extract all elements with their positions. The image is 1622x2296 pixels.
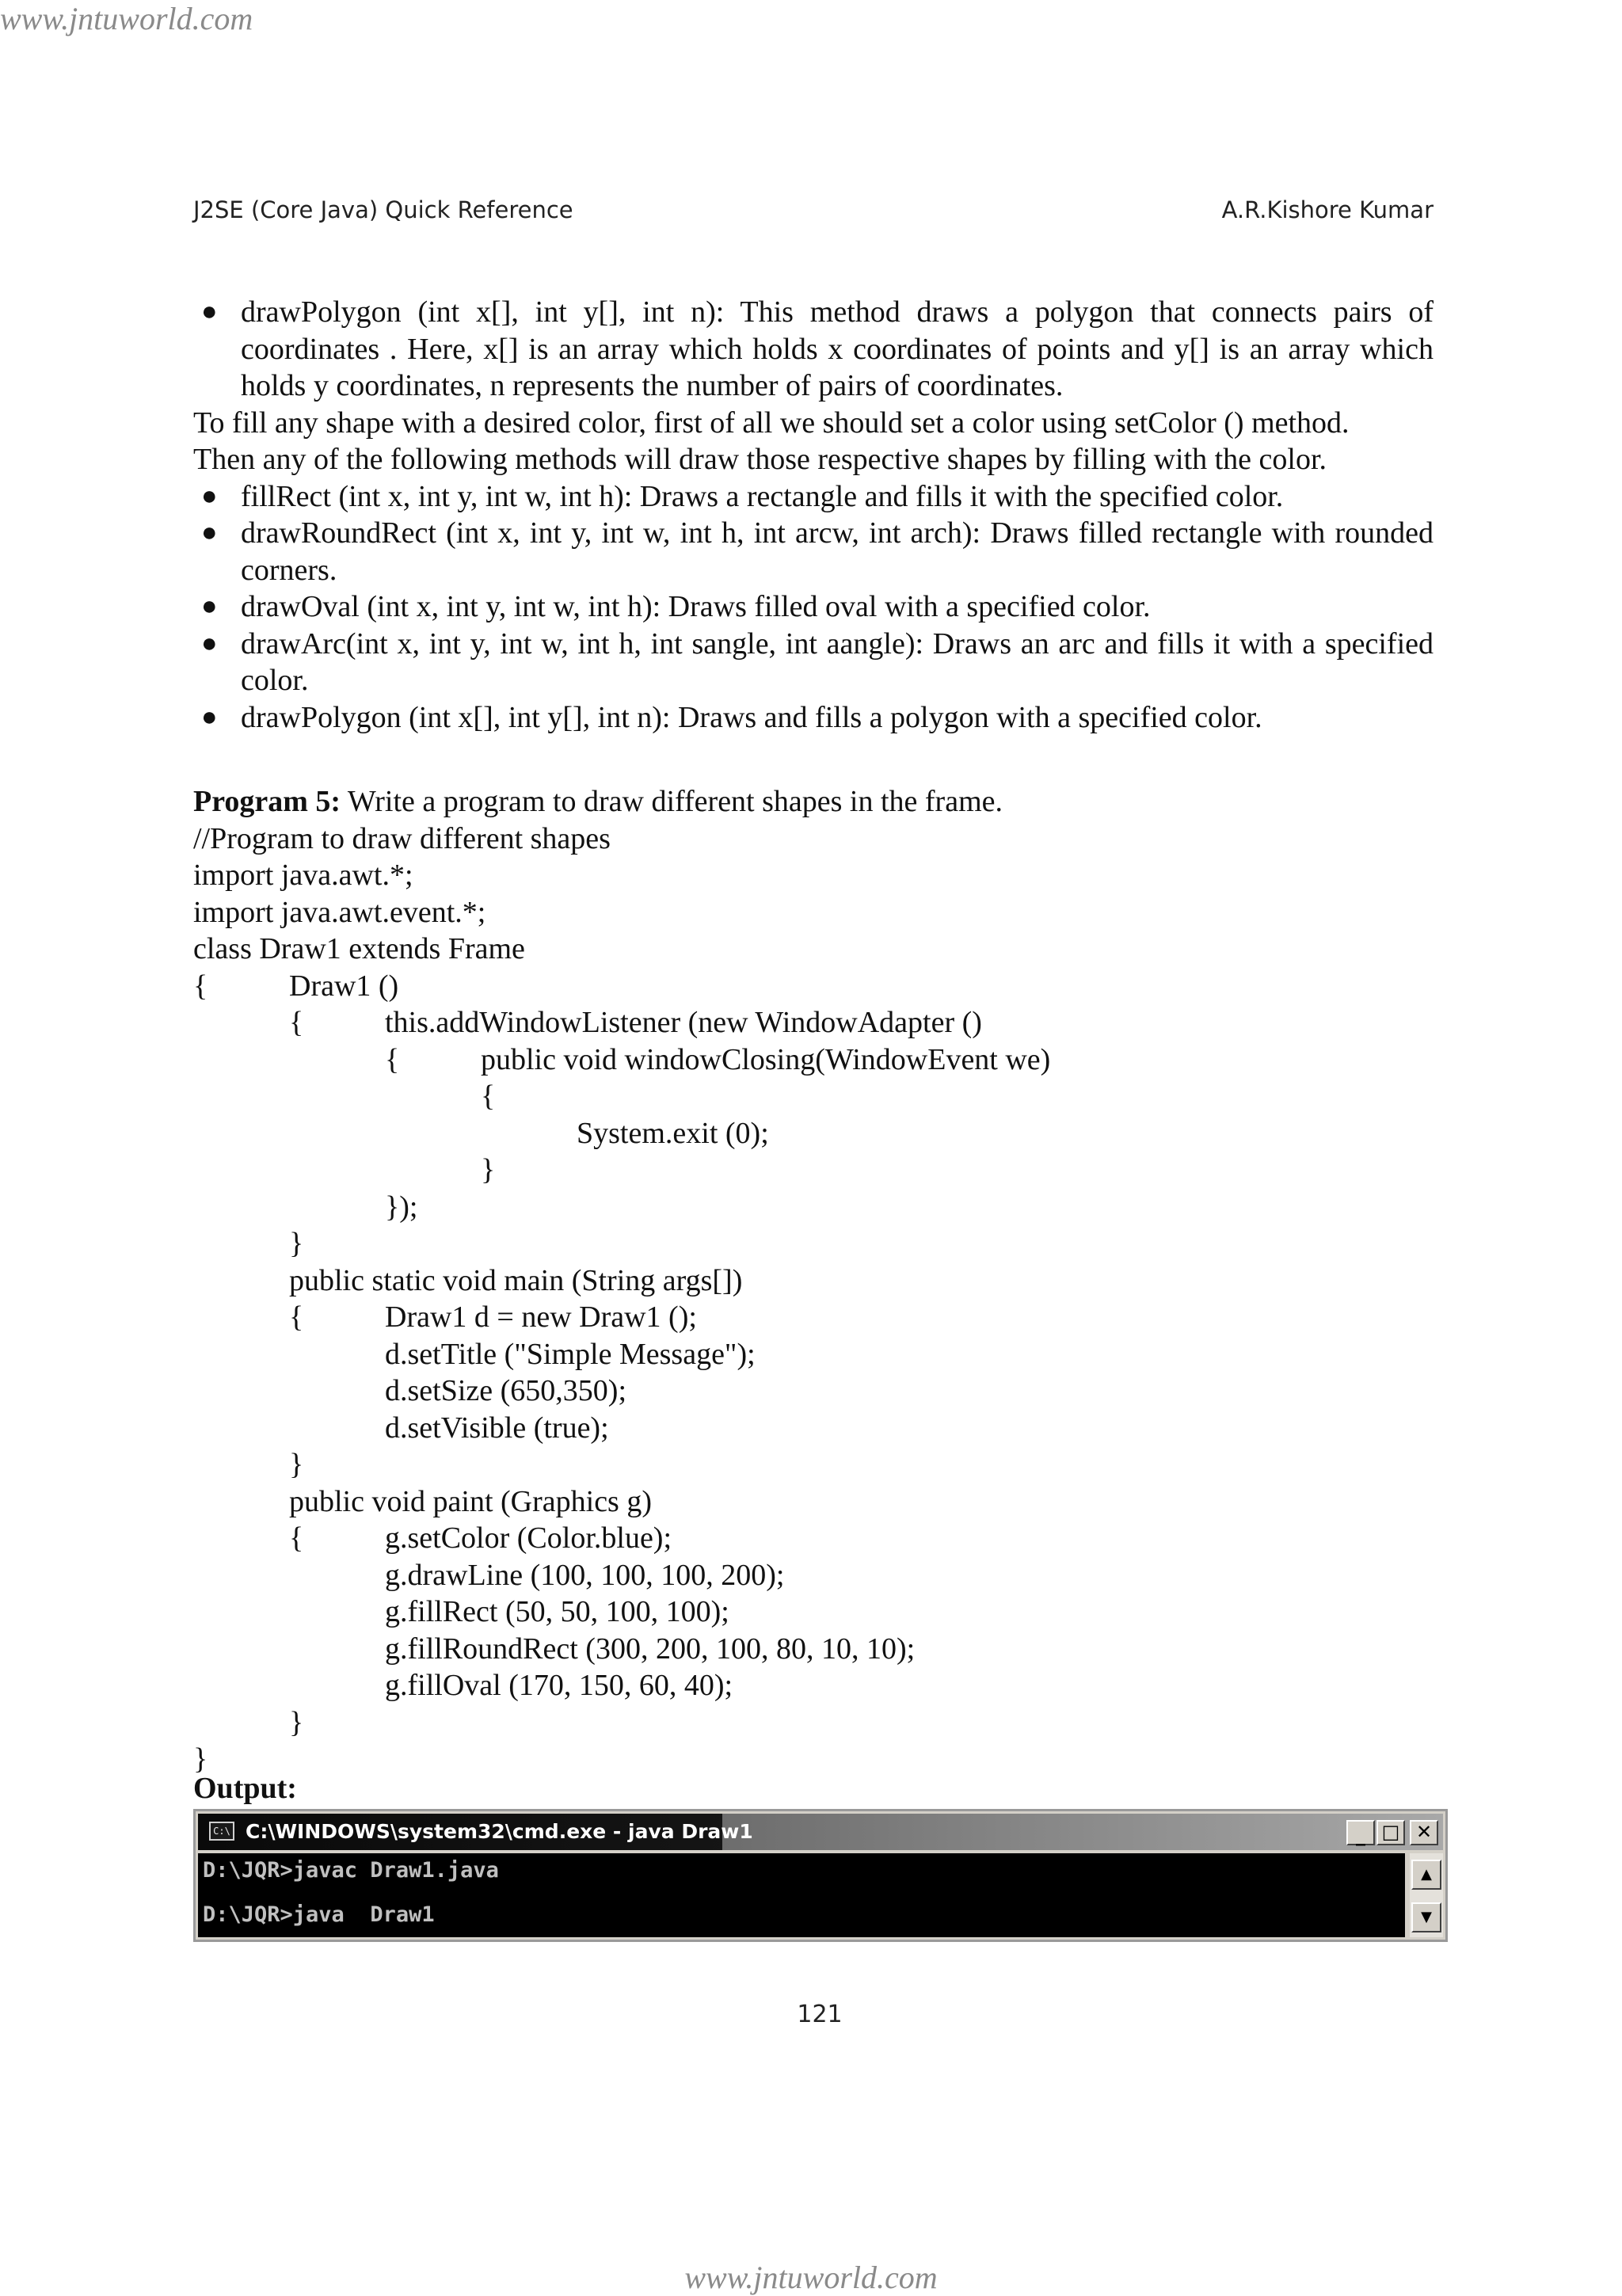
console-output[interactable] xyxy=(198,1853,1405,1937)
code-segment: Draw1 () xyxy=(289,969,399,1003)
code-segment: { xyxy=(289,1521,304,1555)
output-label: Output: xyxy=(193,1772,297,1805)
code-line xyxy=(193,857,1437,894)
code-segment: //Program to draw different shapes xyxy=(193,821,611,855)
code-line xyxy=(193,931,1437,968)
code-segment: { xyxy=(193,969,208,1003)
code-segment: } xyxy=(193,1742,208,1776)
page-number: 121 xyxy=(797,2001,843,2028)
code-segment: g.fillRect (50, 50, 100, 100); xyxy=(385,1595,729,1628)
code-line xyxy=(193,1004,1437,1041)
fill-intro-line-2: Then any of the following methods will draw those respective shapes by filling with the color. xyxy=(193,443,1327,476)
maximize-button[interactable] xyxy=(1376,1820,1405,1845)
minimize-icon: _ xyxy=(1356,1824,1365,1846)
code-segment: g.fillRoundRect (300, 200, 100, 80, 10, 10); xyxy=(385,1632,916,1666)
scroll-down-icon[interactable]: ▼ xyxy=(1411,1902,1441,1932)
list-item: ● drawArc(int x, int y, int w, int h, int sangle, int aangle): Draws an arc and fills it with a specified color. xyxy=(201,626,1434,697)
program-label: Program 5: xyxy=(193,785,341,818)
list-item: ● drawOval (int x, int y, int w, int h): Draws filled oval with a specified color. xyxy=(193,588,1434,626)
code-line xyxy=(193,1078,1437,1115)
list-item: ● drawRoundRect (int x, int y, int w, int h, int arcw, int arch): Draws filled rectangle with rounded corners. xyxy=(201,516,1434,587)
code-segment: class Draw1 extends Frame xyxy=(193,932,525,965)
code-line xyxy=(193,1593,1437,1631)
code-segment: } xyxy=(289,1448,304,1481)
close-icon: ✕ xyxy=(1415,1821,1433,1843)
code-segment: { xyxy=(385,1042,400,1076)
console-window xyxy=(193,1809,1448,1942)
running-header-author: A.R.Kishore Kumar xyxy=(1221,196,1434,223)
code-line xyxy=(193,1336,1437,1373)
code-segment: } xyxy=(481,1153,496,1186)
program-listing xyxy=(193,783,1437,1778)
code-line xyxy=(193,1299,1437,1336)
code-segment: { xyxy=(289,1006,304,1039)
draw-methods-list xyxy=(193,294,1434,405)
scroll-up-icon[interactable]: ▲ xyxy=(1411,1860,1441,1890)
code-line xyxy=(193,821,1437,858)
watermark-bottom: www.jntuworld.com xyxy=(684,2260,938,2295)
code-line xyxy=(193,1741,1437,1778)
code-segment: d.setSize (650,350); xyxy=(385,1374,627,1407)
console-titlebar[interactable] xyxy=(198,1814,1443,1850)
code-segment: public static void main (String args[]) xyxy=(289,1263,743,1297)
fill-methods-list xyxy=(193,478,1434,737)
code-line xyxy=(193,1189,1437,1226)
code-segment: public void paint (Graphics g) xyxy=(289,1484,653,1518)
code-segment: d.setTitle ("Simple Message"); xyxy=(385,1337,756,1371)
code-line xyxy=(193,1520,1437,1557)
console-line: D:\JQR>javac Draw1.java xyxy=(203,1858,499,1883)
code-segment: { xyxy=(481,1079,496,1113)
code-segment: } xyxy=(289,1227,304,1260)
running-header-title: J2SE (Core Java) Quick Reference xyxy=(193,196,573,223)
bullet-icon: ● xyxy=(201,592,218,621)
list-item: ● drawPolygon (int x[], int y[], int n): Draws and fills a polygon with a specified color. xyxy=(193,699,1434,737)
minimize-button[interactable] xyxy=(1346,1820,1375,1845)
code-segment: }); xyxy=(385,1190,418,1224)
console-line: D:\JQR>java Draw1 xyxy=(203,1902,435,1927)
code-line xyxy=(193,1704,1437,1742)
methods-section xyxy=(193,294,1434,736)
code-line xyxy=(193,1446,1437,1483)
code-segment: import java.awt.*; xyxy=(193,859,413,892)
code-segment: g.setColor (Color.blue); xyxy=(385,1521,672,1555)
code-segment: Draw1 d = new Draw1 (); xyxy=(385,1300,697,1334)
code-segment: import java.awt.event.*; xyxy=(193,895,486,929)
bullet-icon: ● xyxy=(201,481,218,511)
code-line xyxy=(193,968,1437,1005)
code-line xyxy=(193,1410,1437,1447)
code-line xyxy=(193,1262,1437,1300)
code-block xyxy=(193,821,1437,1778)
code-line xyxy=(193,1667,1437,1704)
code-segment: g.drawLine (100, 100, 100, 200); xyxy=(385,1558,785,1592)
cmd-icon: C:\ xyxy=(209,1822,234,1841)
code-segment: } xyxy=(289,1705,304,1739)
code-segment: g.fillOval (170, 150, 60, 40); xyxy=(385,1669,733,1702)
list-item: ● fillRect (int x, int y, int w, int h): Draws a rectangle and fills it with the specified color. xyxy=(193,478,1434,516)
console-scrollbar[interactable] xyxy=(1410,1853,1443,1937)
fill-intro-line-1: To fill any shape with a desired color, first of all we should set a color using setColor () method. xyxy=(193,406,1350,440)
program-heading xyxy=(193,783,1437,821)
bullet-icon: ● xyxy=(201,702,218,732)
code-line xyxy=(193,1225,1437,1262)
code-line xyxy=(193,894,1437,931)
code-segment: this.addWindowListener (new WindowAdapter () xyxy=(385,1006,982,1039)
code-line xyxy=(193,1152,1437,1189)
code-segment: { xyxy=(289,1300,304,1334)
code-segment: public void windowClosing(WindowEvent we) xyxy=(481,1042,1051,1076)
code-line xyxy=(193,1373,1437,1410)
code-line xyxy=(193,1115,1437,1152)
program-description: Write a program to draw different shapes in the frame. xyxy=(341,785,1003,818)
code-line xyxy=(193,1483,1437,1521)
bullet-icon: ● xyxy=(201,297,218,326)
code-line xyxy=(193,1557,1437,1594)
code-line xyxy=(193,1631,1437,1668)
titlebar-gradient xyxy=(722,1814,1443,1850)
bullet-icon: ● xyxy=(201,518,218,547)
maximize-icon: □ xyxy=(1381,1821,1400,1843)
code-line xyxy=(193,1041,1437,1079)
code-segment: d.setVisible (true); xyxy=(385,1411,609,1445)
bullet-icon: ● xyxy=(201,628,218,658)
list-item: ● drawPolygon (int x[], int y[], int n): This method draws a polygon that connects pairs of coordinates . Here, x[] is an array which holds x coordinates of points and y[] is an array which holds y coordinates, n represents the number of pairs of coordinates. xyxy=(201,295,1434,402)
code-segment: System.exit (0); xyxy=(577,1116,769,1150)
watermark-top: www.jntuworld.com xyxy=(0,1,253,36)
close-button[interactable] xyxy=(1410,1820,1438,1845)
console-title: C:\WINDOWS\system32\cmd.exe - java Draw1 xyxy=(246,1820,753,1843)
